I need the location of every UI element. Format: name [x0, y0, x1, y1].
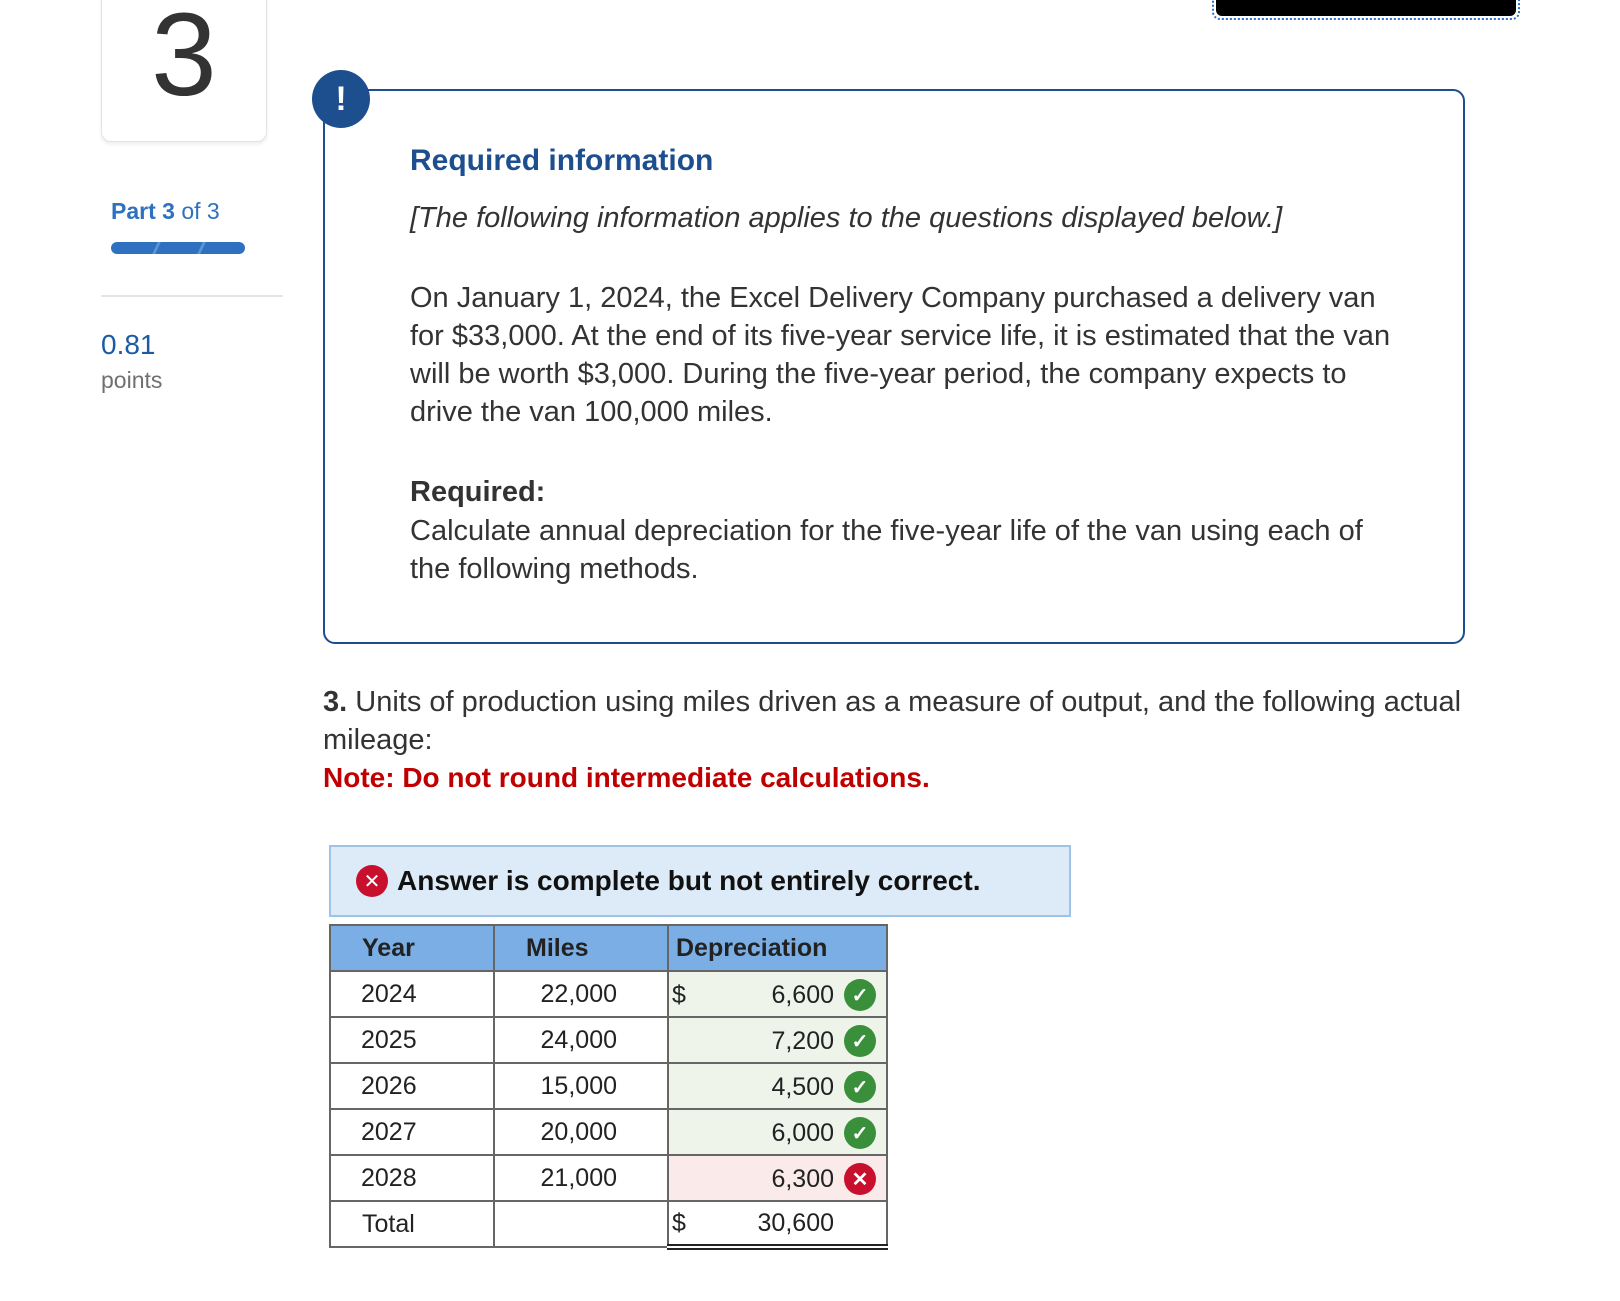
table-row	[330, 1017, 887, 1063]
table-header-row	[330, 925, 887, 971]
miles-cell: 15,000	[494, 1063, 668, 1109]
header-year: Year	[330, 925, 494, 971]
question-note: Note: Do not round intermediate calculations.	[323, 762, 930, 793]
question-number: 3	[151, 0, 217, 121]
miles-cell: 20,000	[494, 1109, 668, 1155]
depreciation-value: 7,200	[771, 1027, 834, 1055]
required-heading: Required:	[410, 476, 546, 508]
question-text	[323, 683, 1503, 759]
part-indicator	[111, 198, 220, 225]
question-body: Units of production using miles driven as a measure of output, and the following actual mileage:	[323, 686, 1462, 756]
question-number-label: 3.	[323, 686, 348, 718]
total-depreciation-value: 30,600	[757, 1209, 834, 1237]
points-value: 0.81	[101, 329, 156, 360]
check-icon: ✓	[844, 1025, 876, 1057]
question-number-card	[101, 0, 267, 142]
depreciation-input[interactable]	[668, 1063, 887, 1109]
x-circle-icon: ✕	[356, 865, 388, 897]
year-cell: 2025	[330, 1017, 494, 1063]
part-suffix: of 3	[181, 198, 220, 224]
check-icon: ✓	[844, 1071, 876, 1103]
rail-divider	[101, 295, 283, 297]
top-action-button-focus[interactable]	[1212, 0, 1520, 20]
table-total-row	[330, 1201, 887, 1247]
answer-status-banner	[329, 845, 1071, 917]
top-action-button[interactable]	[1216, 0, 1516, 16]
answer-status-text: Answer is complete but not entirely correct.	[397, 865, 981, 896]
table-row	[330, 1063, 887, 1109]
depreciation-input[interactable]	[668, 971, 887, 1017]
miles-cell: 21,000	[494, 1155, 668, 1201]
header-depreciation: Depreciation	[668, 925, 887, 971]
year-cell: 2028	[330, 1155, 494, 1201]
depreciation-value: 6,300	[771, 1165, 834, 1193]
required-information-body: On January 1, 2024, the Excel Delivery Company purchased a delivery van for $33,000. At the end of its five-year service life, it is estimated that the van will be worth $3,000. During the five-year period, the company expects to drive the van 100,000 miles.	[410, 282, 1391, 428]
total-miles-cell	[494, 1201, 668, 1247]
year-cell: 2024	[330, 971, 494, 1017]
depreciation-input[interactable]	[668, 1017, 887, 1063]
depreciation-value: 6,600	[771, 981, 834, 1009]
check-icon: ✓	[844, 1117, 876, 1149]
header-miles: Miles	[494, 925, 668, 971]
miles-cell: 24,000	[494, 1017, 668, 1063]
table-row	[330, 1155, 887, 1201]
required-text: Calculate annual depreciation for the five-year life of the van using each of the following methods.	[410, 515, 1363, 585]
miles-cell: 22,000	[494, 971, 668, 1017]
depreciation-value: 6,000	[771, 1119, 834, 1147]
depreciation-value: 4,500	[771, 1073, 834, 1101]
points-label: points	[101, 367, 163, 393]
table-row	[330, 971, 887, 1017]
check-icon: ✓	[844, 979, 876, 1011]
required-information-title: Required information	[410, 144, 714, 177]
total-label: Total	[330, 1201, 494, 1247]
depreciation-table	[329, 924, 888, 1250]
year-cell: 2027	[330, 1109, 494, 1155]
depreciation-input[interactable]	[668, 1155, 887, 1201]
currency-symbol: $	[672, 1209, 686, 1237]
part-progress-bar	[111, 242, 245, 254]
required-information-subtitle: [The following information applies to the questions displayed below.]	[410, 202, 1283, 234]
table-row	[330, 1109, 887, 1155]
total-depreciation-cell	[668, 1201, 887, 1247]
part-prefix: Part 3	[111, 198, 175, 224]
exclamation-icon: !	[312, 70, 370, 128]
x-circle-icon: ✕	[844, 1163, 876, 1195]
year-cell: 2026	[330, 1063, 494, 1109]
currency-symbol: $	[672, 981, 686, 1009]
depreciation-input[interactable]	[668, 1109, 887, 1155]
